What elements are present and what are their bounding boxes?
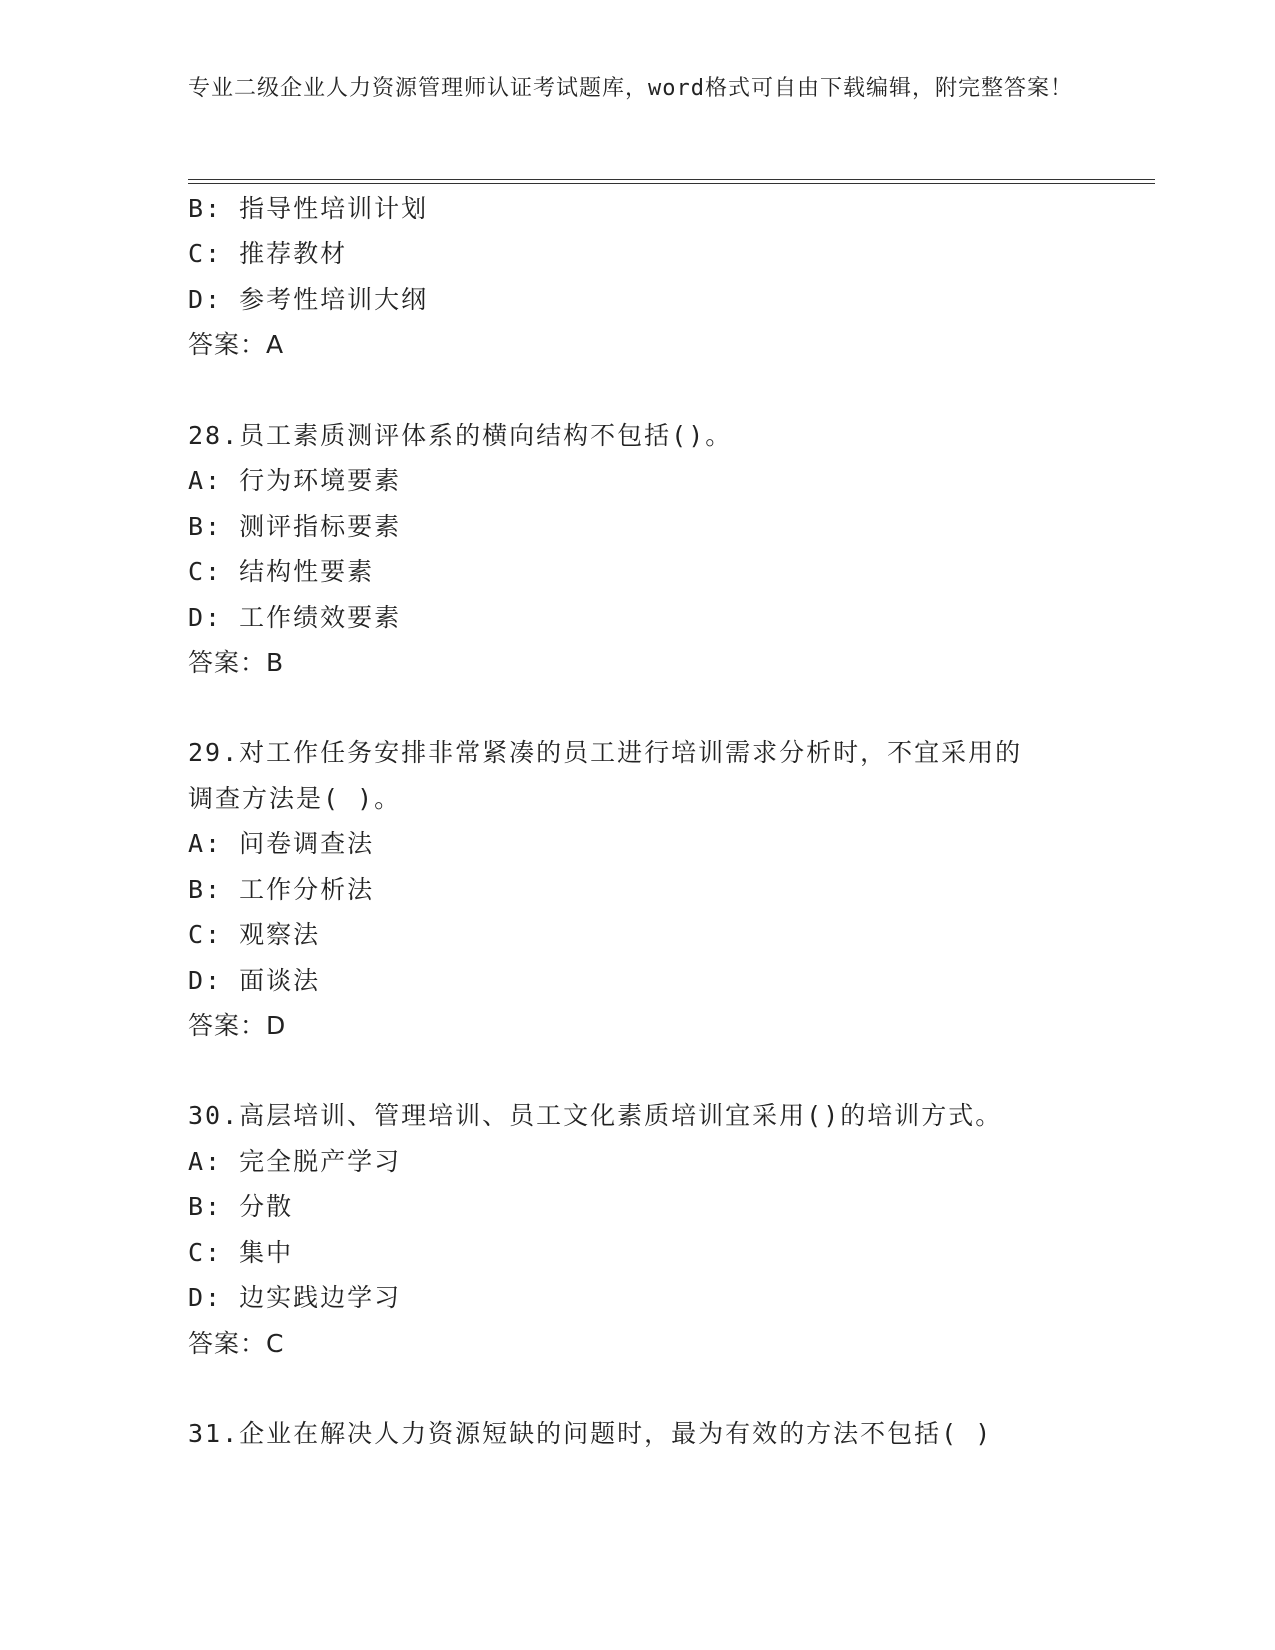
q31-stem: 31.企业在解决人力资源短缺的问题时，最为有效的方法不包括( ) [188,1419,993,1448]
document-header: 专业二级企业人力资源管理师认证考试题库，word格式可自由下载编辑，附完整答案！ [188,76,1073,101]
q28-option-d: D: 工作绩效要素 [188,603,402,632]
q29-option-d: D: 面谈法 [188,966,321,995]
q30-stem: 30.高层培训、管理培训、员工文化素质培训宜采用()的培训方式。 [188,1101,1003,1130]
q30-option-d: D: 边实践边学习 [188,1283,402,1312]
q30-option-a: A: 完全脱产学习 [188,1147,402,1176]
q28-answer: 答案：B [188,648,285,677]
q27-answer: 答案：A [188,330,285,359]
q27-option-b: B: 指导性培训计划 [188,194,429,223]
q30-option-c: C: 集中 [188,1238,294,1267]
q29-option-a: A: 问卷调查法 [188,829,375,858]
header-rule-top [188,179,1155,180]
q30-option-b: B: 分散 [188,1192,294,1221]
q30-answer: 答案：C [188,1329,285,1358]
header-rule-bottom [188,183,1155,184]
q29-stem-line1: 29.对工作任务安排非常紧凑的员工进行培训需求分析时，不宜采用的 [188,738,1023,767]
q29-option-b: B: 工作分析法 [188,875,375,904]
q27-option-d: D: 参考性培训大纲 [188,285,429,314]
q27-option-c: C: 推荐教材 [188,239,348,268]
q28-option-b: B: 测评指标要素 [188,512,402,541]
q28-stem: 28.员工素质测评体系的横向结构不包括()。 [188,421,733,450]
q28-option-a: A: 行为环境要素 [188,466,402,495]
q29-option-c: C: 观察法 [188,920,321,949]
q28-option-c: C: 结构性要素 [188,557,375,586]
q29-stem-line2: 调查方法是( )。 [188,784,402,813]
q29-answer: 答案：D [188,1011,287,1040]
